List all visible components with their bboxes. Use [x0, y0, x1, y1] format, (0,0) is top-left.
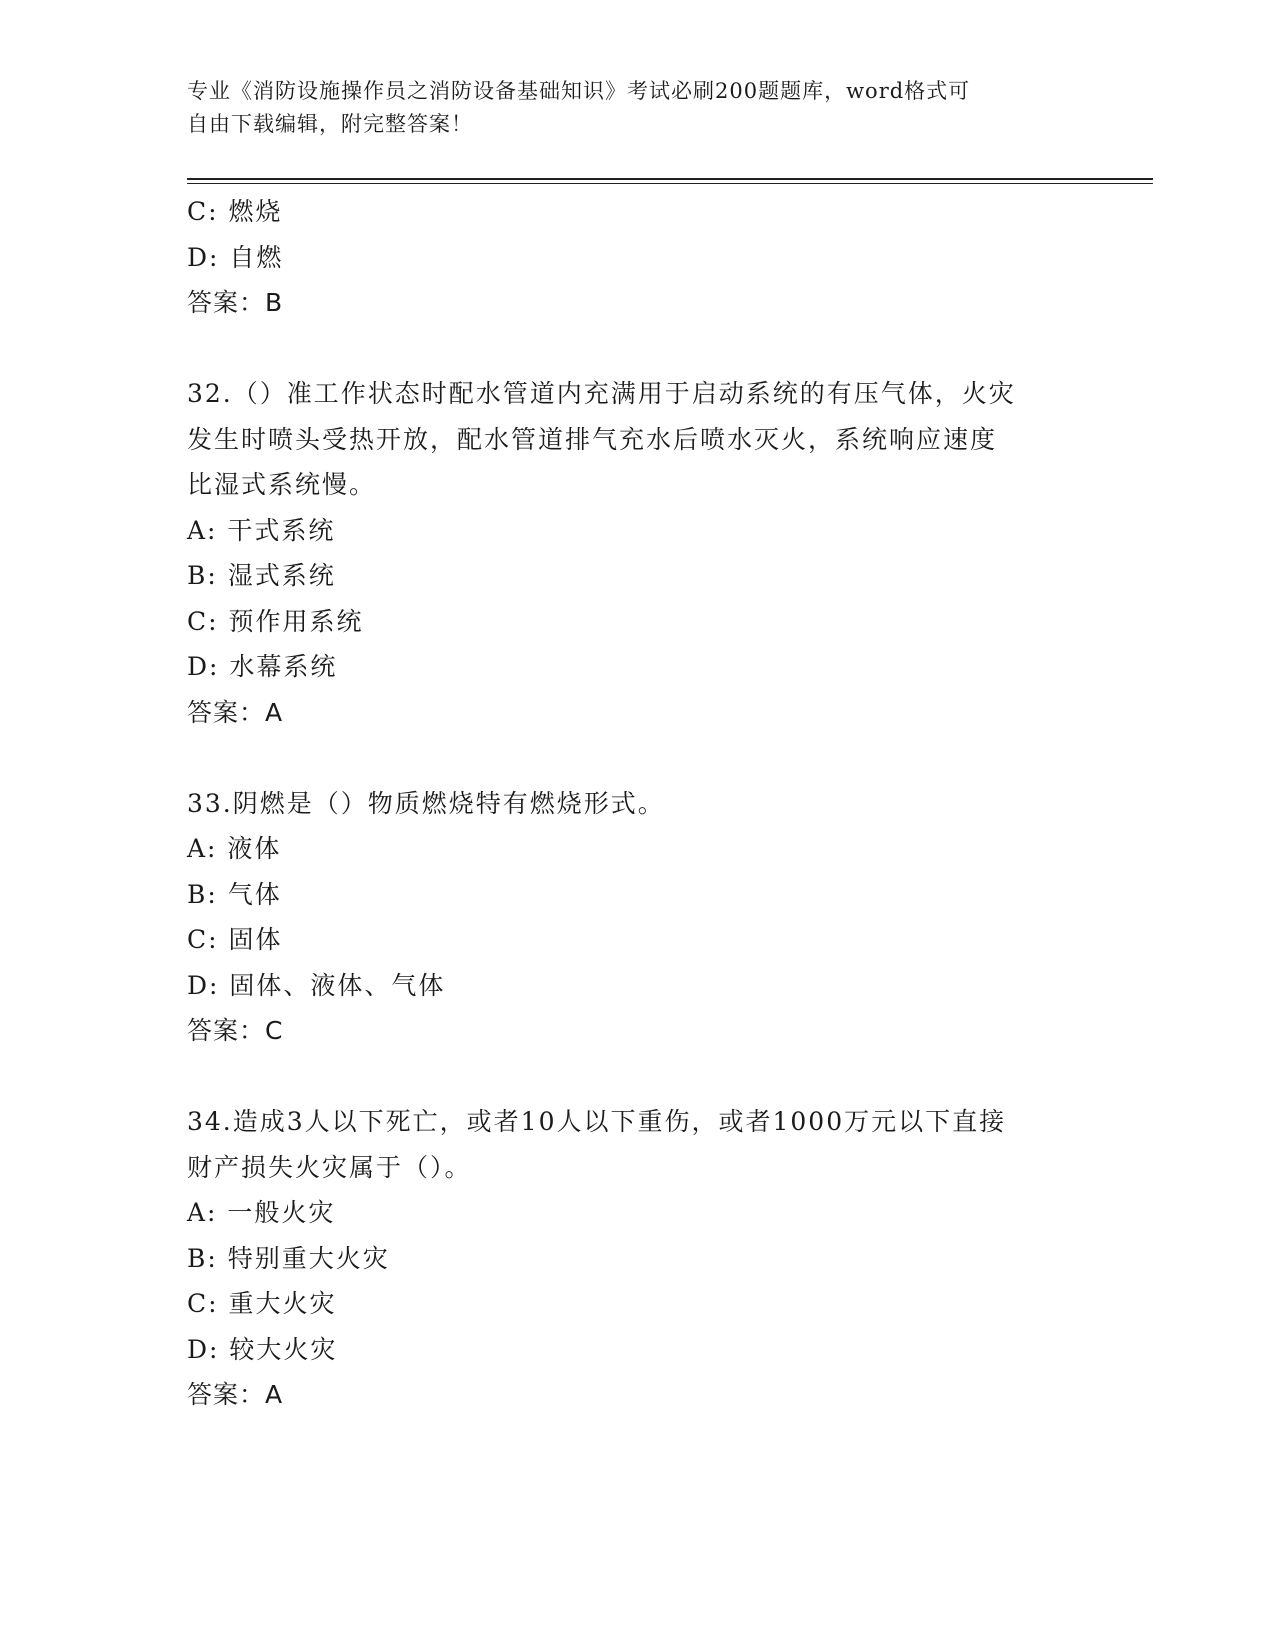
header-rule-thin	[187, 183, 1153, 184]
spacer	[187, 326, 1087, 372]
answer: 答案：A	[187, 697, 284, 727]
page-header	[187, 75, 1067, 141]
question-stem-line: 比湿式系统慢。	[187, 470, 377, 499]
question-31-continued	[187, 189, 1087, 326]
spacer	[187, 1054, 1087, 1100]
header-line-2: 自由下载编辑，附完整答案！	[187, 112, 473, 136]
option-d: D: 水幕系统	[187, 652, 338, 681]
option-a: A: 液体	[187, 834, 282, 863]
header-line-1: 专业《消防设施操作员之消防设备基础知识》考试必刷200题题库，word格式可	[187, 79, 971, 103]
question-32	[187, 371, 1087, 735]
question-33	[187, 781, 1087, 1054]
question-stem-line: 34.造成3人以下死亡，或者10人以下重伤，或者1000万元以下直接	[187, 1107, 1007, 1136]
answer: 答案：B	[187, 288, 284, 317]
option-d: D: 固体、液体、气体	[187, 970, 446, 1000]
answer: 答案：A	[187, 1380, 284, 1409]
question-stem-line: 财产损失火灾属于（）。	[187, 1152, 472, 1182]
option-d: D: 自燃	[187, 242, 284, 272]
option-c: C: 重大火灾	[187, 1289, 337, 1318]
question-stem-line: 发生时喷头受热开放，配水管道排气充水后喷水灭火，系统响应速度	[187, 424, 998, 454]
option-a: A: 一般火灾	[187, 1198, 336, 1227]
option-c: C: 燃烧	[187, 197, 283, 226]
option-c: C: 预作用系统	[187, 606, 364, 636]
answer: 答案：C	[187, 1016, 284, 1045]
option-d: D: 较大火灾	[187, 1334, 338, 1364]
option-b: B: 特别重大火灾	[187, 1243, 390, 1273]
option-c: C: 固体	[187, 925, 283, 954]
header-rule-thick	[187, 178, 1153, 180]
spacer	[187, 735, 1087, 781]
question-34	[187, 1099, 1087, 1418]
option-b: B: 湿式系统	[187, 561, 336, 590]
option-a: A: 干式系统	[187, 515, 336, 545]
question-list	[187, 189, 1087, 1418]
question-stem-line: 32.（）准工作状态时配水管道内充满用于启动系统的有压气体，火灾	[187, 379, 1016, 408]
option-b: B: 气体	[187, 879, 282, 909]
question-stem-line: 33.阴燃是（）物质燃烧特有燃烧形式。	[187, 788, 665, 818]
